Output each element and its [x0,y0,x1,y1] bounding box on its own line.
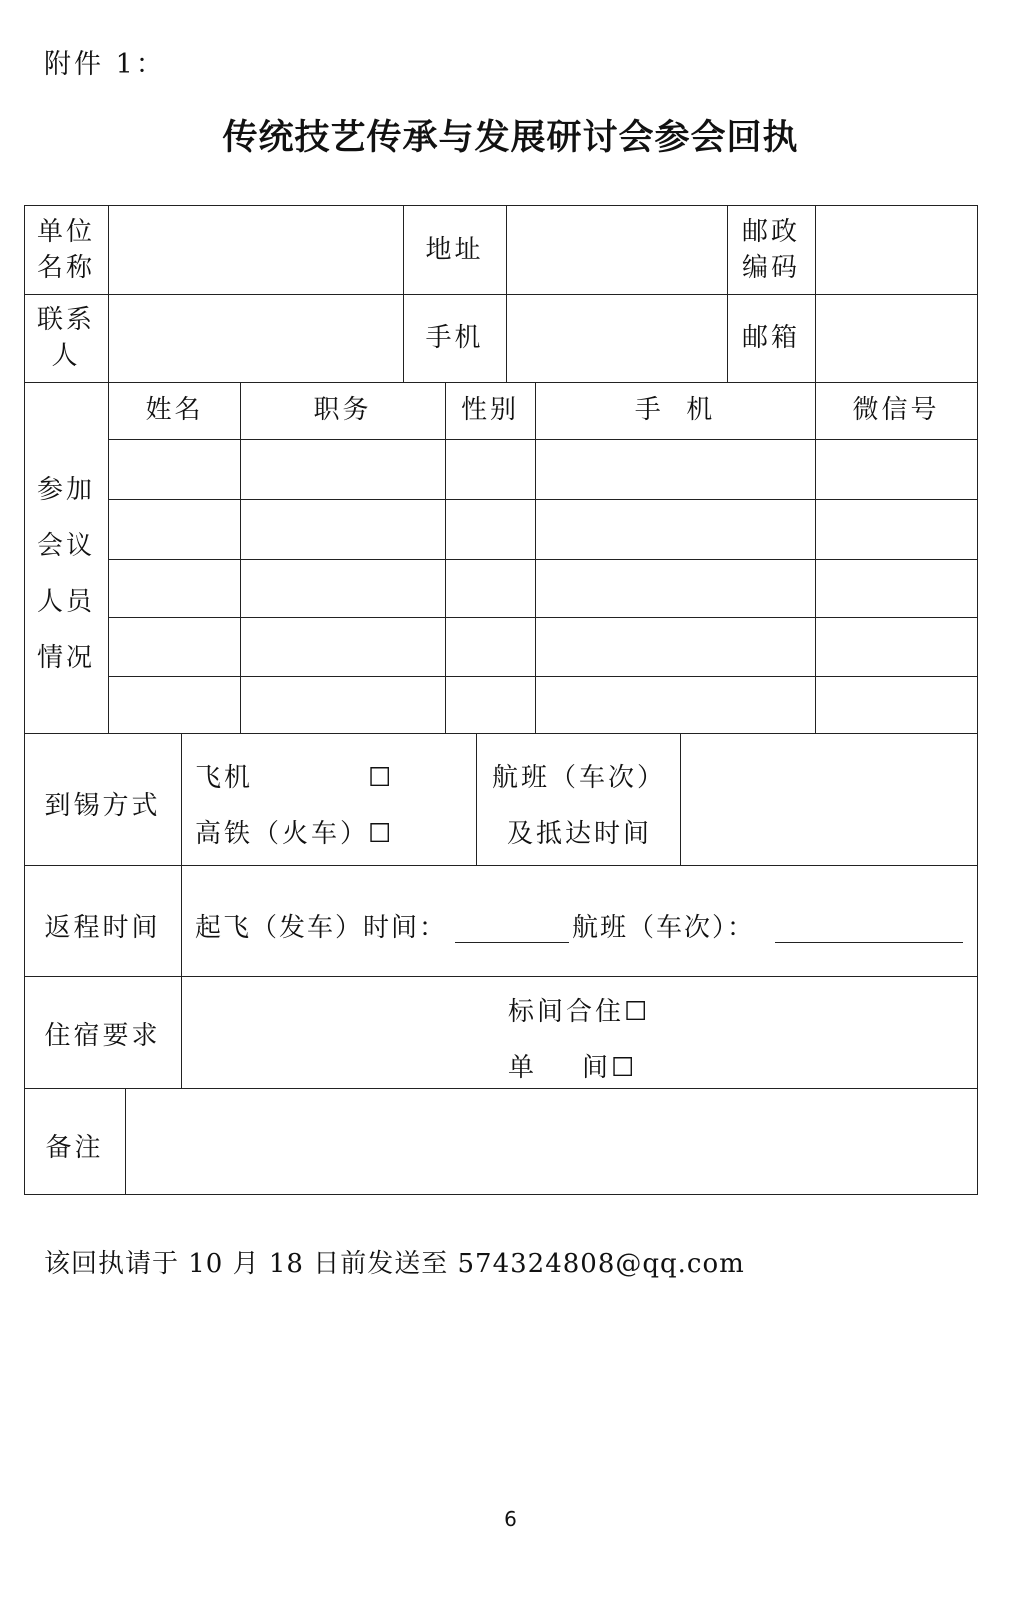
header-wechat: 微信号 [852,395,940,425]
table-row-divider [24,382,978,383]
unit-name-label [24,214,108,286]
table-border-top [24,205,978,206]
unit-name-label-line: 名称 [36,253,95,283]
unit-name-label-line: 单位 [36,217,95,247]
header-gender: 性别 [460,395,519,425]
remarks-label: 备注 [45,1133,104,1163]
table-border-bottom [24,1194,978,1195]
table-col-divider [240,382,241,733]
contact-label-line: 联系 [36,305,95,335]
table-col-divider [445,382,446,733]
table-border-right [977,205,978,1195]
table-col-divider [815,205,816,733]
table-col-divider [108,205,109,733]
table-col-divider [476,733,477,865]
attendees-side-label-line: 情况 [36,643,95,673]
option-standard-room[interactable]: 标间合住☐ [508,997,651,1027]
table-col-divider [181,733,182,1088]
phone-label: 手机 [425,323,484,353]
checkbox-plane[interactable]: ☐ [368,763,395,793]
postcode-label [727,214,815,286]
return-departure-blank[interactable] [455,916,569,943]
table-row-divider [24,865,978,866]
header-position: 职务 [313,395,372,425]
footer-note: 该回执请于 10 月 18 日前发送至 574324808@qq.com [44,1249,745,1279]
address-label: 地址 [425,235,484,265]
attendees-side-label [24,462,108,686]
attendees-side-label-line: 人员 [36,587,95,617]
contact-person-label [24,302,108,374]
arrival-flight-label: 航班（车次） [492,763,667,793]
option-plane-label: 飞机 [195,763,254,793]
page-title: 传统技艺传承与发展研讨会参会回执 [222,117,799,158]
postcode-label-line: 邮政 [741,217,800,247]
contact-label-line: 人 [51,341,81,371]
arrival-method-label: 到锡方式 [44,791,161,821]
table-col-divider [506,205,507,382]
checkbox-train[interactable]: ☐ [368,819,395,849]
return-flight-blank[interactable] [775,916,963,943]
table-row-divider [24,294,978,295]
lodging-label: 住宿要求 [44,1021,161,1051]
table-row-divider [24,733,978,734]
table-col-divider [125,1088,126,1194]
annex-label: 附件 1： [44,49,166,80]
option-single-room[interactable]: 单 间☐ [508,1053,638,1083]
return-time-label: 返程时间 [44,913,161,943]
attendees-side-label-line: 会议 [36,531,95,561]
arrival-time-label: 及抵达时间 [507,819,653,849]
table-row-divider [24,976,978,977]
option-train-label: 高铁（火车） [195,819,370,849]
table-col-divider [680,733,681,865]
header-mobile: 手 机 [634,395,716,425]
table-col-divider [535,382,536,733]
return-departure-label: 起飞（发车）时间： [195,913,448,943]
page-number: 6 [504,1507,517,1531]
header-name: 姓名 [145,395,204,425]
attendees-side-label-line: 参加 [36,475,95,505]
email-label: 邮箱 [741,323,800,353]
postcode-label-line: 编码 [741,253,800,283]
return-flight-label: 航班（车次）： [572,913,756,943]
table-row-divider [24,1088,978,1089]
